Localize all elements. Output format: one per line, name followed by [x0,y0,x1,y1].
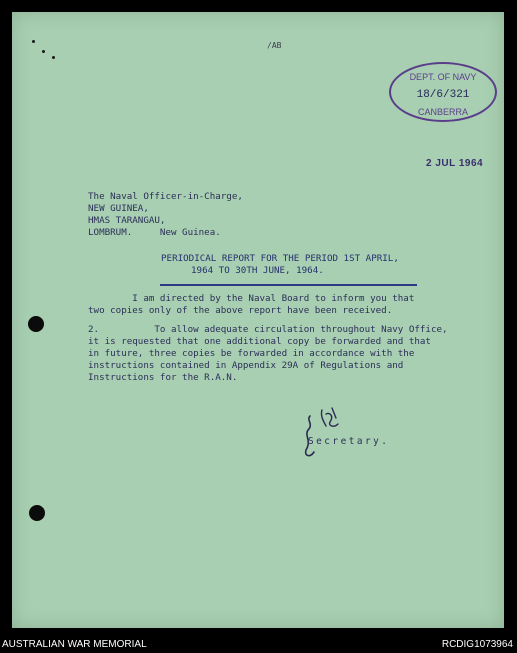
address-line: HMAS TARANGAU, [88,215,166,226]
footer-credit: AUSTRALIAN WAR MEMORIAL [2,639,147,650]
heading-underline [160,284,417,286]
paper-speck [42,50,45,53]
signoff-secretary: Secretary. [308,436,390,447]
stamp-line-3: CANBERRA [417,107,468,117]
stamp-line-2: 18/6/321 [416,89,470,101]
body-line: it is requested that one additional copy be forwarded and that [88,336,431,347]
paper-speck [32,40,35,43]
body-line: I am directed by the Naval Board to inform you that [88,293,415,304]
body-line: in future, three copies be forwarded in accordance with the [88,348,415,359]
date-stamp: 2 JUL 1964 [426,158,484,169]
paper-speck [52,56,55,59]
stamp-line-1: DEPT. OF NAVY [409,72,477,82]
footer-id: RCDIG1073964 [441,639,513,650]
dept-of-navy-stamp [389,62,497,122]
punch-hole [29,505,45,521]
document-page [12,12,504,628]
address-line: The Naval Officer-in-Charge, [88,191,243,202]
address-line: NEW GUINEA, [88,203,149,214]
address-line: LOMBRUM. New Guinea. [88,227,221,238]
body-line: Instructions for the R.A.N. [88,372,238,383]
body-line: 2. To allow adequate circulation throughout Navy Office, [88,324,448,335]
body-line: two copies only of the above report have been received. [88,305,393,316]
punch-hole [28,316,44,332]
body-line: instructions contained in Appendix 29A of Regulations and [88,360,404,371]
heading-line: 1964 TO 30TH JUNE, 1964. [191,265,324,276]
heading-line: PERIODICAL REPORT FOR THE PERIOD 1ST APRIL, [161,253,399,264]
reference-mark: /AB [267,41,282,50]
